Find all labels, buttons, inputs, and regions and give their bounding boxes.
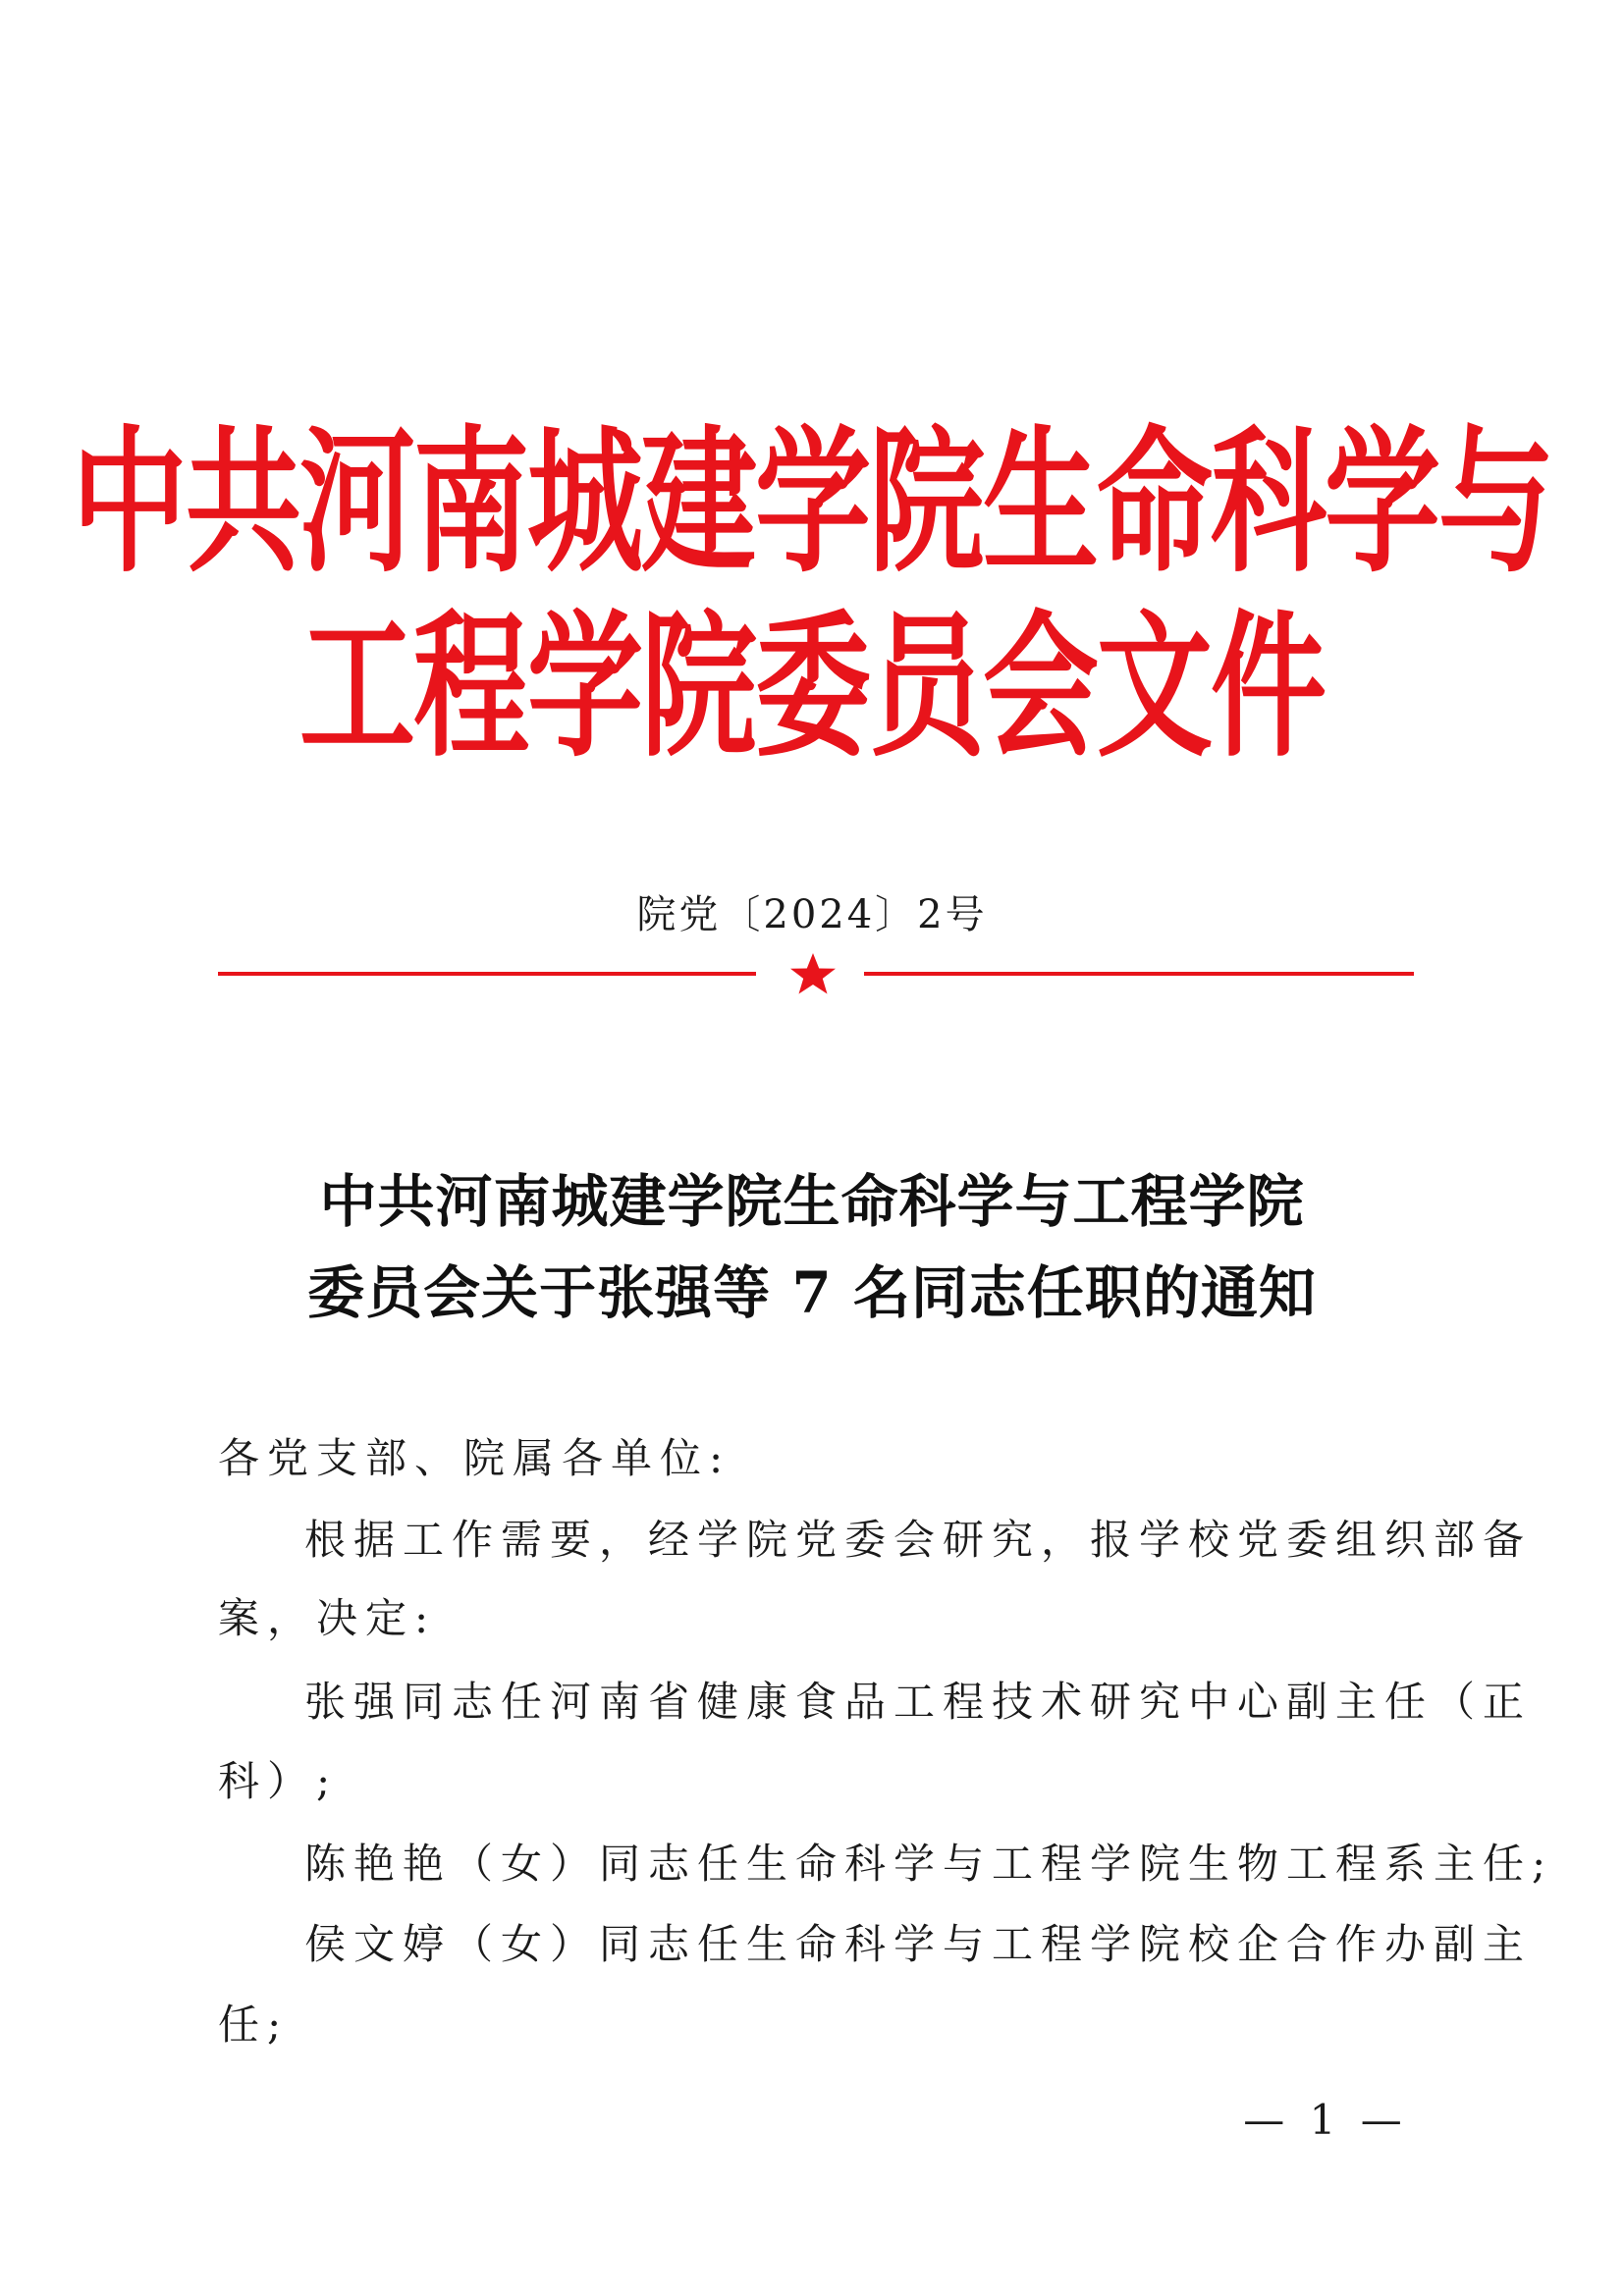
notice-title-line-1: 中共河南城建学院生命科学与工程学院 — [319, 1168, 1305, 1235]
red-divider — [218, 952, 1414, 995]
paragraph-2-line-1: 张强同志任河南省健康食品工程技术研究中心副主任（正 — [304, 1678, 1533, 1726]
salutation: 各党支部、院属各单位: — [218, 1434, 731, 1482]
paragraph-1-line-1: 根据工作需要，经学院党委会研究，报学校党委组织部备 — [304, 1516, 1533, 1564]
paragraph-2-line-2: 科）; — [218, 1757, 339, 1805]
masthead-line-2: 工程学院委员会文件 — [298, 594, 1325, 778]
star-shape — [790, 953, 836, 994]
paragraph-1-line-2: 案，决定: — [218, 1594, 437, 1642]
notice-title-line-2: 委员会关于张强等 7 名同志任职的通知 — [307, 1259, 1317, 1326]
star-icon — [785, 952, 840, 995]
masthead-line-1: 中共河南城建学院生命科学与 — [71, 409, 1552, 594]
page-number: — 1 — — [1243, 2096, 1408, 2144]
paragraph-4-line-1: 侯文婷（女）同志任生命科学与工程学院校企合作办副主 — [304, 1920, 1533, 1968]
paragraph-3: 陈艳艳（女）同志任生命科学与工程学院生物工程系主任; — [304, 1840, 1554, 1888]
paragraph-4-line-2: 任; — [218, 2001, 290, 2049]
document-number: 院党〔2024〕2号 — [636, 892, 988, 937]
divider-line-right — [864, 972, 1414, 976]
divider-line-left — [218, 972, 756, 976]
